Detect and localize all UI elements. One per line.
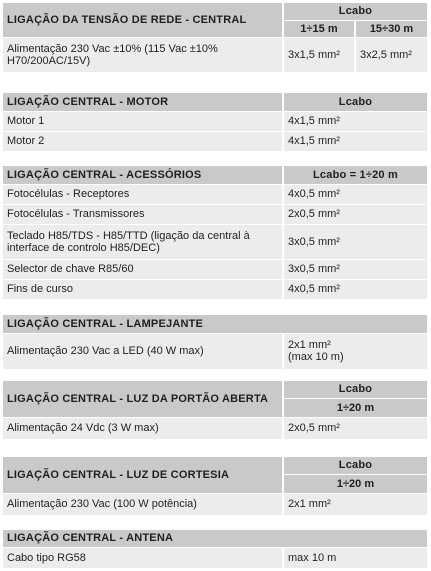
row-label: Fotocélulas - Receptores	[3, 184, 283, 204]
row-value: 4x1,5 mm²	[283, 131, 427, 151]
lcabo-header: Lcabo	[283, 93, 427, 111]
section-antenna	[3, 530, 427, 569]
section-courtesy-light	[3, 457, 427, 516]
lcabo-header: Lcabo	[283, 3, 427, 20]
section-title: LIGAÇÃO CENTRAL - LUZ DA PORTÃO ABERTA	[3, 381, 283, 417]
section-title: LIGAÇÃO CENTRAL - MOTOR	[3, 93, 283, 111]
row-value-line2: (max 10 m)	[288, 351, 344, 363]
row-value-line1: 2x1 mm²	[288, 339, 331, 351]
row-value: 4x0,5 mm²	[283, 279, 427, 299]
section-title: LIGAÇÃO CENTRAL - ACESSÓRIOS	[3, 166, 283, 184]
row-label: Teclado H85/TDS - H85/TTD (ligação da central à interface de controlo H85/DEC)	[3, 224, 283, 259]
row-value: 2x0,5 mm²	[283, 204, 427, 224]
row-value-2: 3x2,5 mm²	[355, 37, 427, 72]
lcabo-header: Lcabo	[283, 381, 427, 398]
section-title: LIGAÇÃO CENTRAL - ANTENA	[3, 530, 427, 547]
row-label: Alimentação 230 Vac (100 W potência)	[3, 493, 283, 515]
row-value: 4x0,5 mm²	[283, 184, 427, 204]
row-value: 2x1 mm²	[283, 493, 427, 515]
section-flashing-light	[3, 315, 427, 370]
row-value	[283, 333, 427, 369]
section-title: LIGAÇÃO CENTRAL - LUZ DE CORTESIA	[3, 457, 283, 493]
row-label: Fins de curso	[3, 279, 283, 299]
row-label: Alimentação 24 Vdc (3 W max)	[3, 417, 283, 439]
row-value: 4x1,5 mm²	[283, 111, 427, 131]
lcabo-header: Lcabo	[283, 457, 427, 474]
row-label: Motor 1	[3, 111, 283, 131]
section-title: LIGAÇÃO DA TENSÃO DE REDE - CENTRAL	[3, 3, 283, 37]
section-gate-open-light	[3, 381, 427, 440]
range-header-2: 15÷30 m	[355, 20, 427, 37]
row-label: Alimentação 230 Vac ±10% (115 Vac ±10% H70/200AC/15V)	[3, 37, 283, 72]
section-title: LIGAÇÃO CENTRAL - LAMPEJANTE	[3, 315, 427, 333]
range-header: 1÷20 m	[283, 398, 427, 417]
section-power-supply	[3, 3, 427, 73]
range-header: 1÷20 m	[283, 474, 427, 493]
row-label: Motor 2	[3, 131, 283, 151]
row-label: Selector de chave R85/60	[3, 259, 283, 279]
row-label: Alimentação 230 Vac a LED (40 W max)	[3, 333, 283, 369]
section-accessories	[3, 166, 427, 300]
row-label: Fotocélulas - Transmissores	[3, 204, 283, 224]
lcabo-header: Lcabo = 1÷20 m	[283, 166, 427, 184]
row-value: 3x0,5 mm²	[283, 224, 427, 259]
range-header-1: 1÷15 m	[283, 20, 355, 37]
row-value: 2x0,5 mm²	[283, 417, 427, 439]
row-value: max 10 m	[283, 547, 427, 568]
section-motor	[3, 93, 427, 152]
row-label: Cabo tipo RG58	[3, 547, 283, 568]
row-value: 3x0,5 mm²	[283, 259, 427, 279]
row-value-1: 3x1,5 mm²	[283, 37, 355, 72]
